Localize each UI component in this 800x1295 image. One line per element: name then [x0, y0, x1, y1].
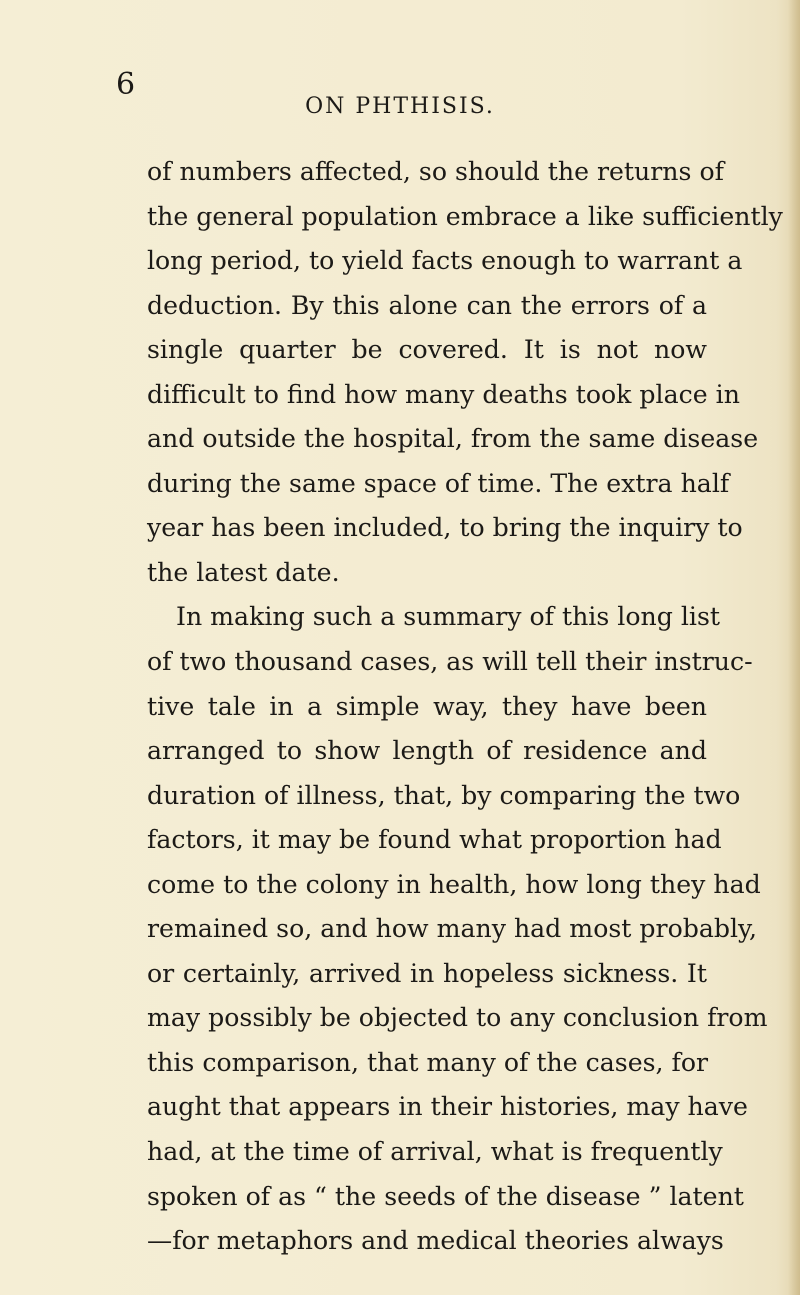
text-line: spoken of as “ the seeds of the disease ” latent [147, 1181, 744, 1211]
text-line: come to the colony in health, how long they had [147, 869, 761, 899]
text-line: of numbers affected, so should the returns of [147, 157, 724, 186]
paragraph-end-line: the latest date. [147, 557, 340, 587]
text-line: aught that appears in their histories, may have [147, 1092, 748, 1122]
text-line: the general population embrace a like sufficiently [147, 201, 783, 231]
text-line: and outside the hospital, from the same disease [147, 424, 759, 454]
body-text [147, 150, 783, 1264]
text-line: remained so, and how many had most probably, [147, 914, 757, 944]
text-line: factors, it may be found what proportion had [147, 825, 722, 855]
text-line: year has been included, to bring the inquiry to [147, 513, 743, 543]
text-line: may possibly be objected to any conclusion from [147, 1003, 768, 1033]
text-line: difficult to find how many deaths took place in [147, 379, 740, 409]
text-line: duration of illness, that, by comparing the two [147, 780, 741, 810]
text-line: single quarter be covered. It is not now [147, 335, 707, 365]
page-number: 6 [116, 67, 136, 102]
running-head: ON PHTHISIS. [305, 94, 495, 119]
text-line: deduction. By this alone can the errors of a [147, 290, 707, 320]
text-line: arranged to show length of residence and [147, 736, 707, 766]
text-line: or certainly, arrived in hopeless sickness. It [147, 958, 707, 988]
text-line: of two thousand cases, as will tell their instruc- [147, 647, 753, 677]
text-line: during the same space of time. The extra half [147, 468, 730, 498]
text-line: long period, to yield facts enough to warrant a [147, 246, 743, 276]
text-line: —for metaphors and medical theories always [147, 1226, 724, 1256]
paragraph-start-line: In making such a summary of this long list [176, 602, 721, 632]
text-line: had, at the time of arrival, what is frequently [147, 1137, 723, 1167]
page-edge-shadow [788, 0, 800, 1295]
text-line: this comparison, that many of the cases, for [147, 1047, 709, 1077]
text-line: tive tale in a simple way, they have been [147, 691, 707, 721]
